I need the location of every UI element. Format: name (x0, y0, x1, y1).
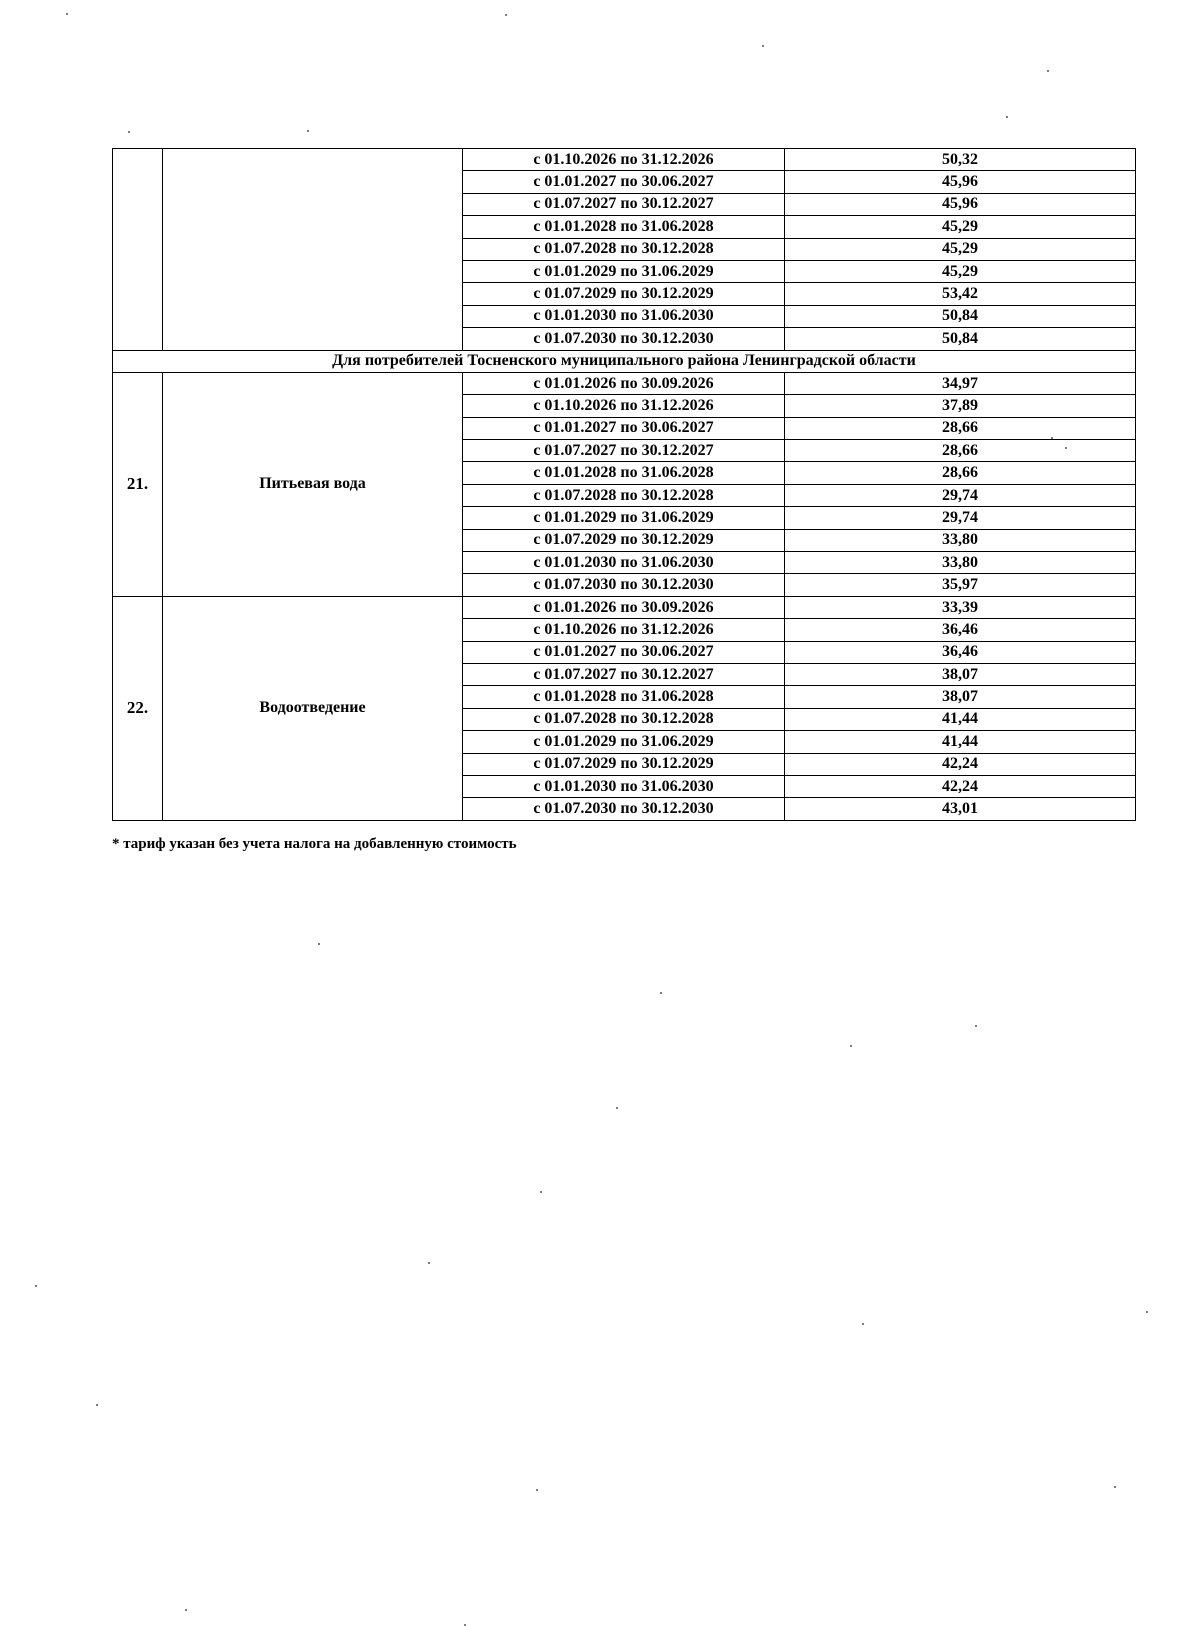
tariff-value-cell: 45,29 (785, 216, 1136, 238)
footnote: * тариф указан без учета налога на добавленную стоимость (112, 836, 517, 852)
period-cell: с 01.07.2027 по 30.12.2027 (463, 193, 785, 215)
scan-speck (862, 1323, 864, 1325)
tariff-value-cell: 38,07 (785, 663, 1136, 685)
period-cell: с 01.10.2026 по 31.12.2026 (463, 395, 785, 417)
scan-speck (96, 1404, 98, 1406)
row-number-cell: 22. (113, 596, 163, 820)
period-cell: с 01.01.2028 по 31.06.2028 (463, 216, 785, 238)
tariff-value-cell: 45,96 (785, 171, 1136, 193)
period-cell: с 01.01.2027 по 30.06.2027 (463, 417, 785, 439)
period-cell: с 01.07.2030 по 30.12.2030 (463, 798, 785, 820)
scan-speck (1051, 437, 1053, 439)
service-name-cell (163, 149, 463, 351)
period-cell: с 01.01.2026 по 30.09.2026 (463, 372, 785, 394)
scan-speck (318, 943, 320, 945)
period-cell: с 01.01.2030 по 31.06.2030 (463, 305, 785, 327)
period-cell: с 01.01.2029 по 31.06.2029 (463, 731, 785, 753)
scan-speck (660, 992, 662, 994)
scan-speck (1114, 1486, 1116, 1488)
tariff-value-cell: 43,01 (785, 798, 1136, 820)
period-cell: с 01.07.2028 по 30.12.2028 (463, 708, 785, 730)
scan-speck (307, 130, 309, 132)
period-cell: с 01.07.2029 по 30.12.2029 (463, 753, 785, 775)
period-cell: с 01.07.2027 по 30.12.2027 (463, 440, 785, 462)
period-cell: с 01.01.2027 по 30.06.2027 (463, 641, 785, 663)
tariff-value-cell: 29,74 (785, 507, 1136, 529)
tariff-value-cell: 33,80 (785, 552, 1136, 574)
tariff-value-cell: 33,80 (785, 529, 1136, 551)
scan-speck (850, 1045, 852, 1047)
tariff-value-cell: 34,97 (785, 372, 1136, 394)
tariff-value-cell: 50,32 (785, 149, 1136, 171)
scan-speck (128, 131, 130, 133)
period-cell: с 01.10.2026 по 31.12.2026 (463, 149, 785, 171)
scan-speck (1047, 70, 1049, 72)
tariff-value-cell: 37,89 (785, 395, 1136, 417)
service-name-cell: Водоотведение (163, 596, 463, 820)
tariff-value-cell: 45,29 (785, 260, 1136, 282)
scan-speck (66, 13, 68, 15)
period-cell: с 01.01.2026 по 30.09.2026 (463, 596, 785, 618)
scan-speck (762, 45, 764, 47)
scan-speck (35, 1285, 37, 1287)
tariff-value-cell: 41,44 (785, 731, 1136, 753)
tariff-table-body (113, 149, 1136, 821)
row-number-cell: 21. (113, 372, 163, 596)
scan-speck (540, 1191, 542, 1193)
period-cell: с 01.01.2027 по 30.06.2027 (463, 171, 785, 193)
tariff-value-cell: 36,46 (785, 641, 1136, 663)
period-cell: с 01.01.2030 по 31.06.2030 (463, 552, 785, 574)
tariff-value-cell: 45,29 (785, 238, 1136, 260)
period-cell: с 01.01.2028 по 31.06.2028 (463, 686, 785, 708)
period-cell: с 01.01.2030 по 31.06.2030 (463, 775, 785, 797)
scan-speck (616, 1107, 618, 1109)
tariff-table (112, 148, 1136, 821)
period-cell: с 01.01.2028 по 31.06.2028 (463, 462, 785, 484)
tariff-value-cell: 53,42 (785, 283, 1136, 305)
scan-speck (185, 1609, 187, 1611)
section-row (113, 350, 1136, 372)
tariff-value-cell: 38,07 (785, 686, 1136, 708)
tariff-value-cell: 29,74 (785, 484, 1136, 506)
scan-speck (536, 1489, 538, 1491)
period-cell: с 01.01.2029 по 31.06.2029 (463, 507, 785, 529)
table-row (113, 372, 1136, 394)
period-cell: с 01.07.2028 по 30.12.2028 (463, 238, 785, 260)
period-cell: с 01.10.2026 по 31.12.2026 (463, 619, 785, 641)
scan-speck (1065, 447, 1067, 449)
period-cell: с 01.07.2030 по 30.12.2030 (463, 328, 785, 350)
tariff-value-cell: 28,66 (785, 417, 1136, 439)
period-cell: с 01.01.2029 по 31.06.2029 (463, 260, 785, 282)
tariff-value-cell: 41,44 (785, 708, 1136, 730)
tariff-value-cell: 50,84 (785, 305, 1136, 327)
period-cell: с 01.07.2030 по 30.12.2030 (463, 574, 785, 596)
tariff-value-cell: 42,24 (785, 775, 1136, 797)
tariff-value-cell: 36,46 (785, 619, 1136, 641)
table-row (113, 596, 1136, 618)
period-cell: с 01.07.2029 по 30.12.2029 (463, 283, 785, 305)
section-title: Для потребителей Тосненского муниципального района Ленинградской области (113, 350, 1136, 372)
tariff-value-cell: 28,66 (785, 462, 1136, 484)
period-cell: с 01.07.2027 по 30.12.2027 (463, 663, 785, 685)
tariff-value-cell: 35,97 (785, 574, 1136, 596)
tariff-value-cell: 33,39 (785, 596, 1136, 618)
scan-speck (1006, 116, 1008, 118)
row-number-cell (113, 149, 163, 351)
scan-speck (975, 1025, 977, 1027)
scan-speck (1146, 1311, 1148, 1313)
service-name-cell: Питьевая вода (163, 372, 463, 596)
table-row (113, 149, 1136, 171)
period-cell: с 01.07.2029 по 30.12.2029 (463, 529, 785, 551)
scan-speck (428, 1262, 430, 1264)
period-cell: с 01.07.2028 по 30.12.2028 (463, 484, 785, 506)
scan-speck (505, 14, 507, 16)
tariff-value-cell: 28,66 (785, 440, 1136, 462)
tariff-value-cell: 50,84 (785, 328, 1136, 350)
tariff-value-cell: 42,24 (785, 753, 1136, 775)
tariff-value-cell: 45,96 (785, 193, 1136, 215)
